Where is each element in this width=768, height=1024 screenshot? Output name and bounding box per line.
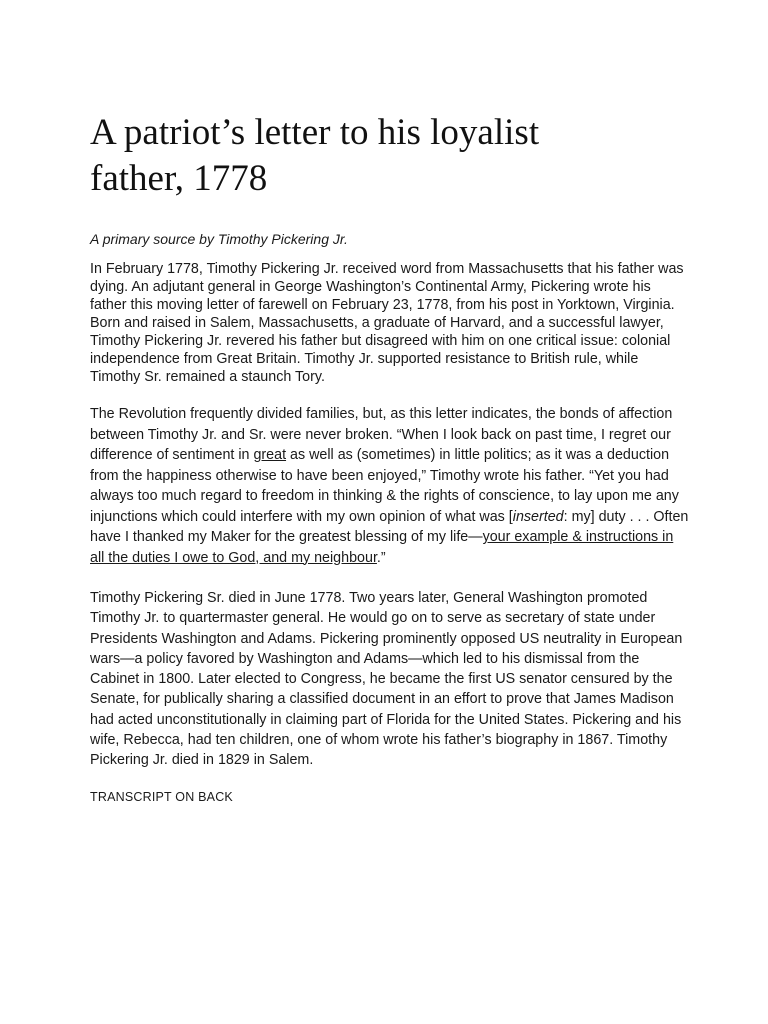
italic-word: inserted [512, 508, 564, 525]
byline: A primary source by Timothy Pickering Jr. [90, 231, 348, 247]
paragraph-text: .” [376, 549, 386, 566]
biography-paragraph: Timothy Pickering Sr. died in June 1778. Two years later, General Washington promoted Timothy Jr. to quartermaster general. He would go on to serve as secretary of state under Presidents Washington and Adams. Pickering prominently opposed US neutrality in European wars—a policy favored by Washington and Adams—which led to his dismissal from the Cabinet in 1800. Later elected to Congress, he became the first US senator censured by the Senate, for publically sharing a classified document in an effort to prove that James Madison had acted unconstitutionally in claiming part of Florida for the United States. Pickering and his wife, Rebecca, had ten children, one of whom wrote his father’s biography in 1867. Timothy Pickering Jr. died in 1829 in Salem. [90, 590, 683, 769]
transcript-note: TRANSCRIPT ON BACK [90, 789, 233, 804]
paragraph-text: The Revolution frequently divided families, but, as this letter indicates, the bonds of affection between Timothy Jr. and Sr. were never broken. “When I look back on past time, I regret our difference of sentiment in [90, 406, 673, 463]
document-page [90, 110, 690, 805]
page-title: A patriot’s letter to his loyalist father, 1778 [90, 112, 540, 199]
paragraph-text: : my] duty . . . Often have I thanked my Maker for the greatest blessing of my life— [90, 508, 689, 545]
intro-paragraph: In February 1778, Timothy Pickering Jr. received word from Massachusetts that his father was dying. An adjutant general in George Washington’s Continental Army, Pickering wrote his father this moving letter of farewell on February 23, 1778, from his post in Yorktown, Virginia. Born and raised in Salem, Massachusetts, a graduate of Harvard, and a successful lawyer, Timothy Pickering Jr. revered his father but disagreed with him on one critical issue: colonial independence from Great Britain. Timothy Jr. supported resistance to British rule, while Timothy Sr. remained a staunch Tory. [90, 261, 684, 385]
letter-quote-paragraph [90, 404, 690, 568]
underlined-phrase: your example & instructions in all the duties I owe to God, and my neighbour [90, 529, 674, 566]
paragraph-text: as well as (sometimes) in little politics; as it was a deduction from the happiness otherwise to have been enjoyed,” Timothy wrote his father. “Yet you had always too much regard to freedom in thinking & the rights of conscience, to lay upon me any injunctions which could interfere with my own opinion of what was [ [90, 447, 679, 525]
underlined-word: great [253, 447, 287, 463]
